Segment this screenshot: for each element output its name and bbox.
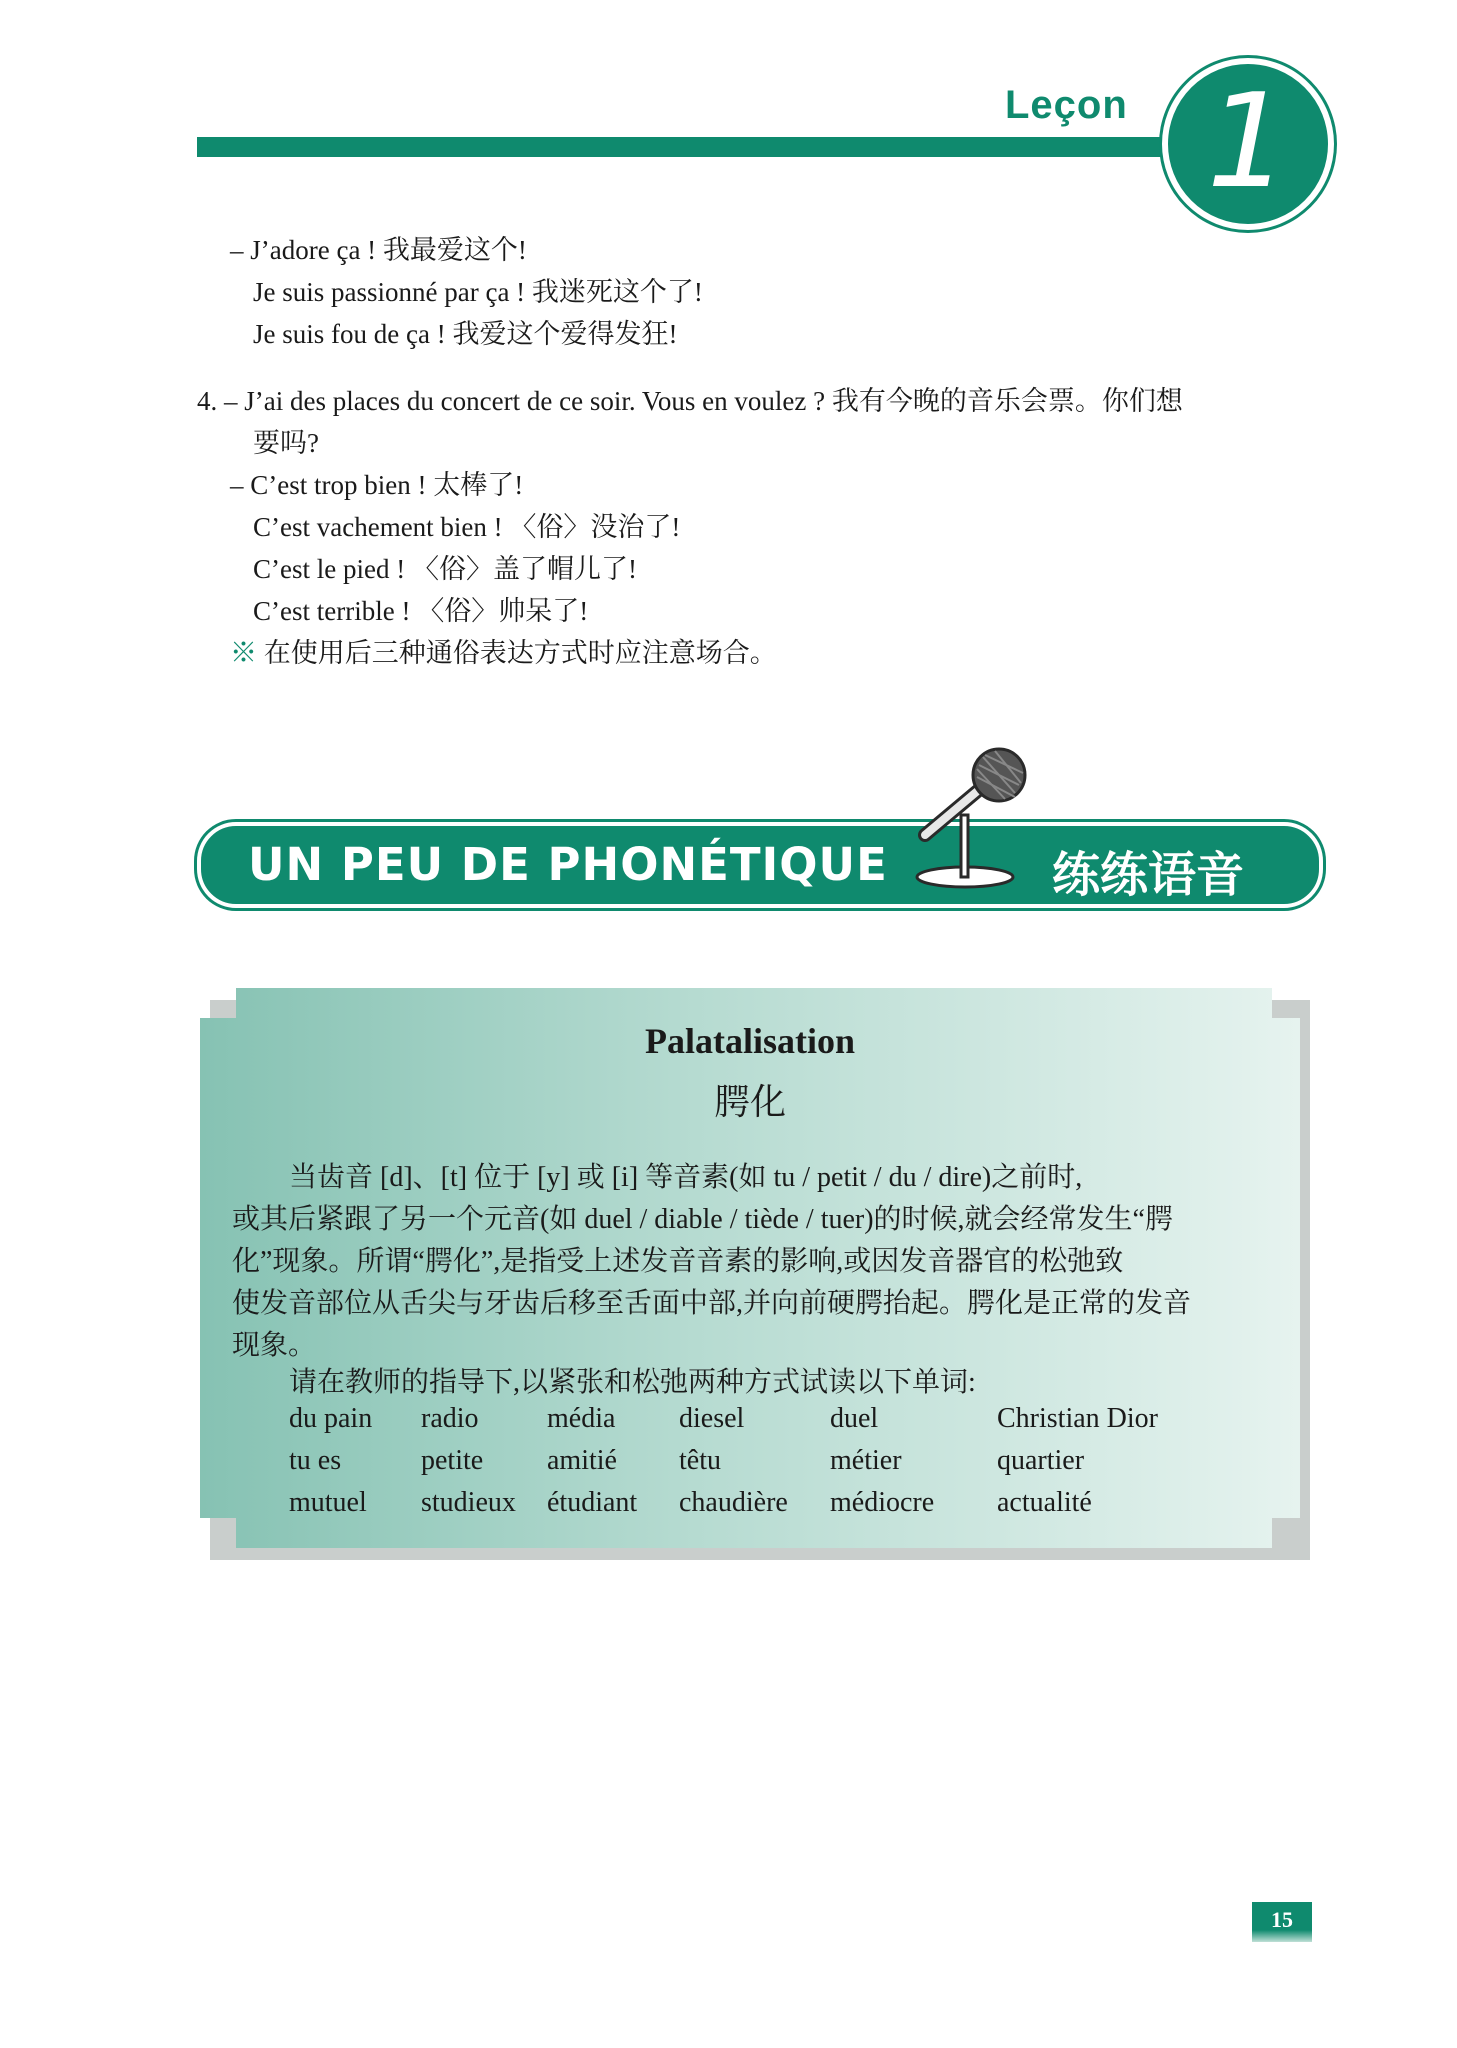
word: duel <box>830 1403 879 1434</box>
section-title: Palatalisation <box>644 1021 855 1061</box>
usage-note-text: 在使用后三种通俗表达方式时应注意场合。 <box>263 638 777 668</box>
banner-title-cn: 练练语音 <box>1052 847 1245 903</box>
banner-title-fr: UN PEU DE PHONÉTIQUE <box>248 838 888 891</box>
word: diesel <box>679 1403 745 1434</box>
instruction: 请在教师的指导下,以紧张和松弛两种方式试读以下单词: <box>289 1367 976 1398</box>
paragraph-line: 使发音部位从舌尖与牙齿后移至舌面中部,并向前硬腭抬起。腭化是正常的发音 <box>232 1288 1192 1319</box>
lesson-number: 1 <box>1206 65 1290 217</box>
word-list <box>289 1398 1158 1524</box>
word: quartier <box>997 1445 1085 1476</box>
word: mutuel <box>289 1487 367 1518</box>
header-bar <box>197 137 1207 157</box>
word-row <box>289 1440 1158 1482</box>
dialogue-response: C’est le pied ! 〈俗〉盖了帽儿了! <box>253 554 637 584</box>
dialogue-line: – J’adore ça ! 我最爱这个! <box>230 235 527 265</box>
word-row <box>289 1482 1158 1524</box>
page-number: 15 <box>1252 1902 1312 1942</box>
dialogue-item-4: 4. – J’ai des places du concert de ce soir. Vous en voulez ? 我有今晚的音乐会票。你们想 <box>197 386 1183 416</box>
word: amitié <box>547 1445 617 1476</box>
word: Christian Dior <box>997 1403 1158 1434</box>
word: étudiant <box>547 1487 638 1518</box>
word: petite <box>421 1445 484 1476</box>
paragraph-line: 当齿音 [d]、[t] 位于 [y] 或 [i] 等音素(如 tu / petit / du / dire)之前时, <box>289 1162 1083 1193</box>
paragraph-line: 或其后紧跟了另一个元音(如 duel / diable / tiède / tuer)的时候,就会经常发生“腭 <box>232 1204 1173 1235</box>
section-subtitle: 腭化 <box>713 1082 786 1122</box>
note-mark-icon: ※ <box>230 638 257 668</box>
word-row <box>289 1398 1158 1440</box>
word: tu es <box>289 1445 342 1476</box>
paragraph-line: 化”现象。所谓“腭化”,是指受上述发音音素的影响,或因发音器官的松弛致 <box>232 1246 1124 1277</box>
microphone-icon <box>905 745 1035 895</box>
lesson-number-badge <box>1162 58 1334 230</box>
word: médiocre <box>830 1487 935 1518</box>
dialogue-line: Je suis passionné par ça ! 我迷死这个了! <box>253 277 703 307</box>
word: studieux <box>421 1487 516 1518</box>
dialogue-line: Je suis fou de ça ! 我爱这个爱得发狂! <box>253 319 678 349</box>
dialogue-response: – C’est trop bien ! 太棒了! <box>230 470 524 500</box>
paragraph-line: 现象。 <box>232 1330 317 1361</box>
usage-note <box>230 635 777 671</box>
word: actualité <box>997 1487 1092 1518</box>
word: média <box>547 1403 616 1434</box>
word: métier <box>830 1445 902 1476</box>
dialogue-response: C’est terrible ! 〈俗〉帅呆了! <box>253 596 589 626</box>
dialogue-item-4-cont: 要吗? <box>253 428 319 458</box>
dialogue-response: C’est vachement bien ! 〈俗〉没治了! <box>253 512 681 542</box>
word: du pain <box>289 1403 373 1434</box>
word: radio <box>421 1403 479 1434</box>
word: chaudière <box>679 1487 788 1518</box>
lesson-label: Leçon <box>1005 83 1128 127</box>
word: têtu <box>679 1445 721 1476</box>
